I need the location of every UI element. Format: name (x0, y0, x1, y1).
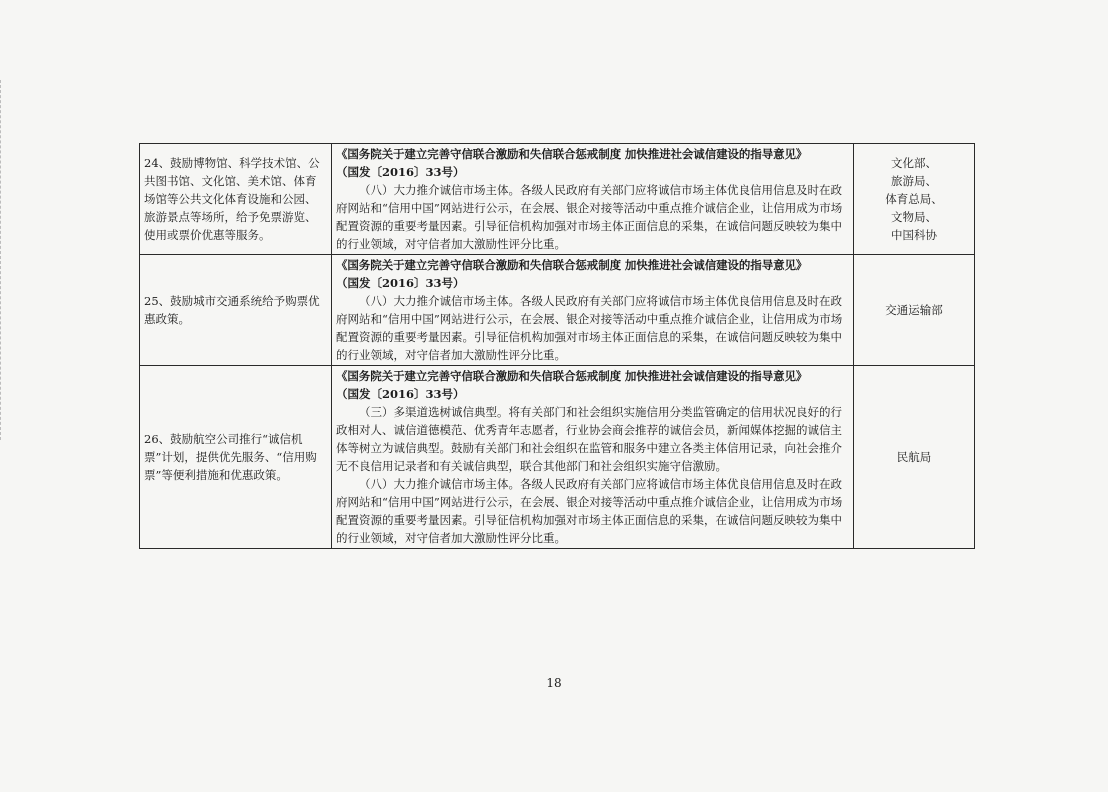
measure-cell (140, 255, 332, 366)
department-name: 旅游局、 (891, 174, 937, 188)
policy-clause: （八）大力推介诚信市场主体。各级人民政府有关部门应将诚信市场主体优良信用信息及时在政府网站和“信用中国”网站进行公示，在会展、银企对接等活动中重点推介诚信企业，让信用成为市场配置资源的重要考量因素。引导征信机构加强对市场主体正面信息的采集，在诚信问题反映较为集中的行业领域，对守信者加大激励性评分比重。 (336, 294, 843, 362)
responsible-department-cell (854, 144, 975, 255)
table-row (140, 144, 975, 255)
department-name: 交通运输部 (885, 303, 943, 317)
measure-text: 26、鼓励航空公司推行“诚信机票”计划，提供优先服务、“信用购票”等便利措施和优惠政策。 (144, 432, 317, 482)
department-name: 体育总局、 (885, 192, 943, 206)
measure-cell (140, 366, 332, 549)
responsible-department-cell (854, 255, 975, 366)
policy-document-title: 《国务院关于建立完善守信联合激励和失信联合惩戒制度 加快推进社会诚信建设的指导意见》 (336, 369, 808, 383)
policy-document-title: 《国务院关于建立完善守信联合激励和失信联合惩戒制度 加快推进社会诚信建设的指导意见》 (336, 258, 808, 272)
policy-clause: （八）大力推介诚信市场主体。各级人民政府有关部门应将诚信市场主体优良信用信息及时在政府网站和“信用中国”网站进行公示，在会展、银企对接等活动中重点推介诚信企业，让信用成为市场配置资源的重要考量因素。引导征信机构加强对市场主体正面信息的采集，在诚信问题反映较为集中的行业领域，对守信者加大激励性评分比重。 (336, 183, 843, 251)
policy-basis-cell (332, 144, 854, 255)
policy-document-number: （国发〔2016〕33号） (336, 387, 465, 401)
measure-cell (140, 144, 332, 255)
department-name: 中国科协 (891, 228, 937, 242)
measure-text: 25、鼓励城市交通系统给予购票优惠政策。 (144, 294, 320, 326)
policy-document-title: 《国务院关于建立完善守信联合激励和失信联合惩戒制度 加快推进社会诚信建设的指导意见》 (336, 147, 808, 161)
policy-document-number: （国发〔2016〕33号） (336, 165, 465, 179)
department-name: 文物局、 (891, 210, 937, 224)
policy-document-number: （国发〔2016〕33号） (336, 276, 465, 290)
policy-clause: （八）大力推介诚信市场主体。各级人民政府有关部门应将诚信市场主体优良信用信息及时在政府网站和“信用中国”网站进行公示，在会展、银企对接等活动中重点推介诚信企业，让信用成为市场配置资源的重要考量因素。引导征信机构加强对市场主体正面信息的采集，在诚信问题反映较为集中的行业领域，对守信者加大激励性评分比重。 (336, 477, 843, 545)
department-name: 文化部、 (891, 156, 937, 170)
measure-text: 24、鼓励博物馆、科学技术馆、公共图书馆、文化馆、美术馆、体育场馆等公共文化体育设施和公园、旅游景点等场所，给予免票游览、使用或票价优惠等服务。 (144, 156, 320, 242)
responsible-department-cell (854, 366, 975, 549)
page-number: 18 (546, 676, 562, 690)
policy-basis-cell (332, 366, 854, 549)
incentive-measures-table (139, 143, 975, 549)
policy-basis-cell (332, 255, 854, 366)
department-name: 民航局 (896, 450, 932, 464)
scan-edge-mark (0, 80, 4, 440)
table-row (140, 366, 975, 549)
policy-clause: （三）多渠道选树诚信典型。将有关部门和社会组织实施信用分类监管确定的信用状况良好的行政相对人、诚信道德模范、优秀青年志愿者，行业协会商会推荐的诚信会员，新闻媒体挖掘的诚信主体等树立为诚信典型。鼓励有关部门和社会组织在监管和服务中建立各类主体信用记录，向社会推介无不良信用记录者和有关诚信典型，联合其他部门和社会组织实施守信激励。 (336, 405, 842, 473)
table-row (140, 255, 975, 366)
